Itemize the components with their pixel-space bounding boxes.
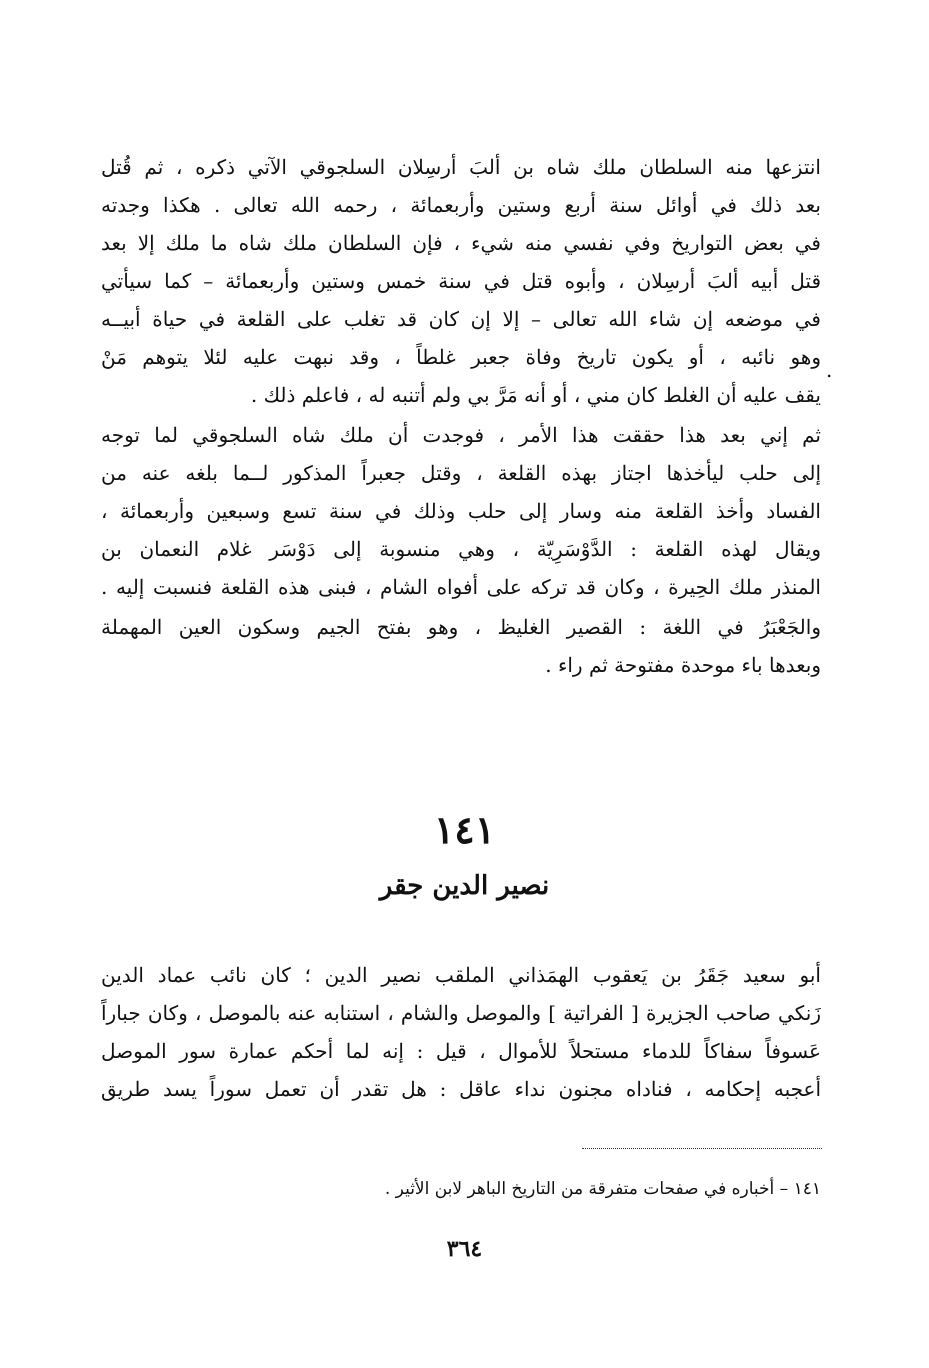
text-line: عَسوفاً سفاكاً للدماء مستحلاً للأموال ، قيل : إنه لما أحكم عمارة سور الموصل (101, 1039, 821, 1063)
text-line: أبو سعيد جَقَرُ بن يَعقوب الهمَذاني الملقب نصير الدين ؛ كان نائب عماد الدين (101, 963, 821, 987)
entry-title: نصير الدين جقر (379, 871, 550, 901)
text-line: والجَعْبَرُ في اللغة : القصير الغليظ ، وهو بفتح الجيم وسكون العين المهملة (101, 615, 821, 639)
text-line: ثم إني بعد هذا حققت هذا الأمر ، فوجدت أن ملك شاه السلجوقي لما توجه (101, 423, 821, 447)
text-line: في موضعه إن شاء الله تعالى – إلا إن كان قد تغلب على القلعة في حياة أبيــه (101, 307, 821, 331)
footnote: ١٤١ – أخباره في صفحات متفرقة من التاريخ الباهر لابن الأثير . (384, 1179, 821, 1199)
text-line: زَنكي صاحب الجزيرة [ الفراتية ] والموصل والشام ، استنابه عنه بالموصل ، وكان جباراً (101, 1001, 821, 1025)
entry-number: ١٤١ (433, 807, 496, 852)
text-line: المنذر ملك الحِيرة ، وكان قد تركه على أفواه الشام ، فبنى هذه القلعة فنسبت إليه . (101, 575, 821, 599)
margin-mark: . (826, 358, 833, 382)
text-line: بعد ذلك في أوائل سنة أربع وستين وأربعمائة ، رحمه الله تعالى . هكذا وجدته (101, 193, 821, 217)
text-line: الفساد وأخذ القلعة منه وسار إلى حلب وذلك في سنة تسع وسبعين وأربعمائة ، (101, 499, 821, 523)
text-line: في بعض التواريخ وفي نفسي منه شيء ، فإن السلطان ملك شاه ما ملك إلا بعد (101, 231, 821, 255)
text-line: وبعدها باء موحدة مفتوحة ثم راء . (545, 653, 821, 677)
text-line: يقف عليه أن الغلط كان مني ، أو أنه مَرَّ بي ولم أتنبه له ، فاعلم ذلك . (250, 383, 821, 407)
text-line: أعجبه إحكامه ، فناداه مجنون نداء عاقل : هل تقدر أن تعمل سوراً يسد طريق (101, 1077, 821, 1101)
footnote-divider (582, 1148, 822, 1149)
page-number: ٣٦٤ (446, 1236, 483, 1262)
text-line: وهو نائبه ، أو يكون تاريخ وفاة جعبر غلطاً ، وقد نبهت عليه لئلا يتوهم مَنْ (101, 345, 821, 369)
text-line: انتزعها منه السلطان ملك شاه بن ألبَ أرسِلان السلجوقي الآتي ذكره ، ثم قُتل (101, 155, 821, 179)
text-line: قتل أبيه ألبَ أرسِلان ، وأبوه قتل في سنة خمس وستين وأربعمائة – كما سيأتي (101, 269, 821, 293)
text-line: ويقال لهذه القلعة : الدَّوْسَرِيّة ، وهي منسوبة إلى دَوْسَر غلام النعمان بن (101, 537, 821, 561)
text-line: إلى حلب ليأخذها اجتاز بهذه القلعة ، وقتل جعبراً المذكور لــما بلغه عنه من (101, 461, 821, 485)
